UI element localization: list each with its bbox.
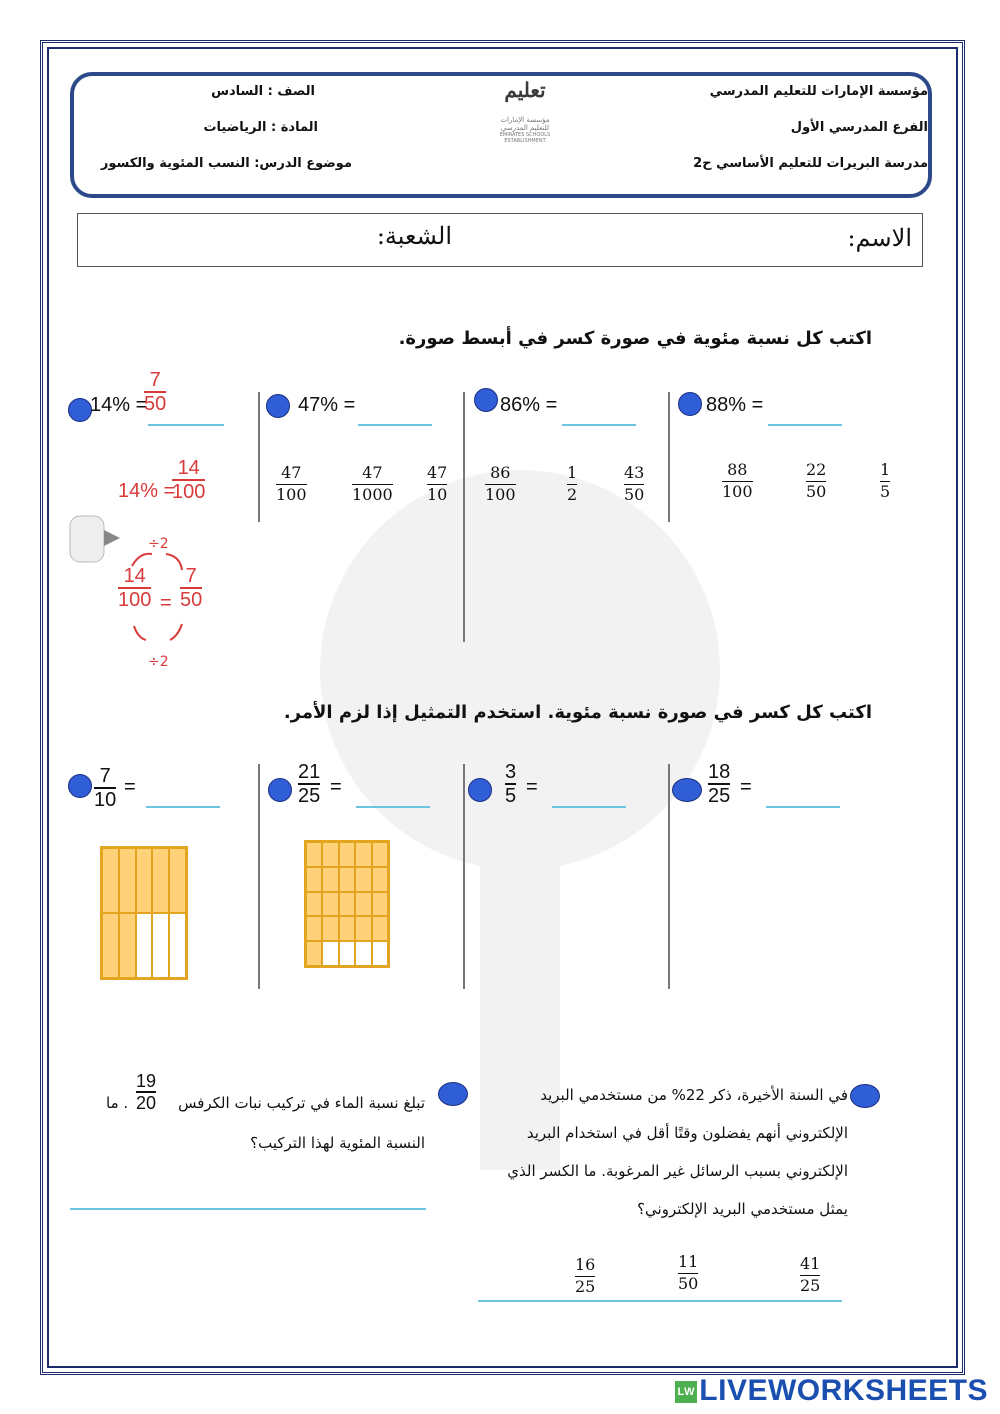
divide-arrows (120, 548, 203, 648)
example-step-den: 100 (172, 481, 206, 503)
divider-3 (668, 392, 670, 522)
logo-text: تعليم (504, 78, 546, 102)
fraction-18-25 (708, 762, 730, 806)
prompt-88: 88% = (706, 394, 764, 416)
answer-line-18-25[interactable] (766, 806, 840, 808)
grid-cell (372, 892, 388, 917)
frac-num: 3 (505, 761, 517, 783)
grid-cell (152, 913, 169, 978)
option-47-1[interactable] (276, 465, 307, 504)
option-den: 5 (880, 481, 891, 501)
frac-num: 21 (298, 761, 321, 783)
education-tree-watermark (300, 420, 740, 1180)
grid-cell (102, 913, 119, 978)
example-step-fraction (172, 458, 205, 502)
example-ans-num: 7 (149, 369, 161, 391)
option-den: 100 (485, 484, 516, 504)
divider-4 (258, 764, 260, 989)
celery-line-2: النسبة المئوية لهذا التركيب؟ (250, 1134, 425, 1152)
grid-cell (169, 913, 186, 978)
email-option-1[interactable] (575, 1257, 595, 1296)
example-ans-den: 50 (144, 393, 167, 415)
grid-cell (339, 916, 355, 941)
answer-line-3-5[interactable] (552, 806, 626, 808)
answer-dot-86[interactable] (474, 388, 498, 412)
option-86-1[interactable] (485, 465, 516, 504)
option-86-2[interactable] (567, 465, 577, 504)
frac-num: 7 (99, 765, 111, 787)
example-answer-fraction (144, 370, 166, 414)
option-num: 47 (281, 463, 302, 482)
celery-line-1: تبلغ نسبة الماء في تركيب نبات الكرفس (178, 1094, 425, 1112)
option-num: 41 (800, 1254, 821, 1273)
example-step-lhs: 14% = (118, 480, 176, 502)
option-den: 2 (567, 484, 578, 504)
answer-dot-21-25[interactable] (268, 778, 292, 802)
option-den: 25 (800, 1275, 821, 1295)
answer-dot-ex1[interactable] (68, 398, 92, 422)
grid-cell (136, 848, 153, 913)
option-num: 86 (490, 463, 511, 482)
answer-dot-7-10[interactable] (68, 774, 92, 798)
option-num: 11 (678, 1252, 699, 1271)
option-88-3[interactable] (880, 462, 890, 501)
lw-badge-icon: LW (675, 1381, 697, 1403)
answer-dot-18-25[interactable] (672, 778, 702, 802)
ministry-logo (490, 78, 560, 178)
grid-cell (102, 848, 119, 913)
grid-cell (306, 916, 322, 941)
option-47-3[interactable] (427, 465, 447, 504)
example-answer-line (148, 424, 224, 426)
grid-cell (339, 842, 355, 867)
grid-cell (339, 867, 355, 892)
option-num: 88 (727, 460, 748, 479)
grid-cell (306, 892, 322, 917)
email-line-3: الإلكتروني بسبب الرسائل غير المرغوبة. ما الكسر الذي (507, 1162, 848, 1180)
grid-cell (119, 848, 136, 913)
option-den: 1000 (352, 484, 393, 504)
answer-line-21-25[interactable] (356, 806, 430, 808)
example-f2-den: 50 (180, 589, 203, 611)
equals-1: = (124, 776, 136, 798)
grid-cell (355, 867, 371, 892)
arrow-icon (68, 508, 128, 568)
area-model-25ths (304, 840, 390, 968)
grade-label: الصف : السادس (211, 84, 315, 99)
logo-sub2: للتعليم المدرسي (500, 124, 550, 132)
equals-4: = (740, 776, 752, 798)
option-den: 50 (678, 1273, 699, 1293)
name-label: الاسم: (847, 224, 912, 252)
email-option-2[interactable] (678, 1254, 698, 1293)
prompt-86: 86% = (500, 394, 558, 416)
example-step-num: 14 (177, 457, 200, 479)
area-model-tenths (100, 846, 188, 980)
branch-name: الفرع المدرسي الأول (790, 120, 928, 135)
celery-fraction (136, 1072, 156, 1112)
option-num: 47 (427, 463, 448, 482)
section2-title: اكتب كل كسر في صورة نسبة مئوية. استخدم التمثيل إذا لزم الأمر. (283, 702, 872, 723)
frac-num: 18 (708, 761, 731, 783)
option-88-2[interactable] (806, 462, 826, 501)
grid-cell (339, 941, 355, 966)
option-num: 16 (575, 1255, 596, 1274)
fraction-21-25 (298, 762, 320, 806)
email-line-4: يمثل مستخدمي البريد الإلكتروني؟ (637, 1200, 848, 1218)
footer-brand: LIVEWORKSHEETS (699, 1374, 988, 1407)
grid-cell (322, 842, 338, 867)
celery-line-end: . ما (106, 1094, 129, 1112)
example-f1-den: 100 (118, 589, 152, 611)
grid-cell (306, 842, 322, 867)
answer-line-88[interactable] (768, 424, 842, 426)
answer-line-86[interactable] (562, 424, 636, 426)
divider-1 (258, 392, 260, 522)
name-section-box (77, 213, 923, 267)
frac-den: 5 (505, 785, 517, 807)
frac-den: 10 (94, 789, 117, 811)
grid-cell (355, 941, 371, 966)
grid-cell (136, 913, 153, 978)
option-47-2[interactable] (352, 465, 393, 504)
school-name: مدرسة البريرات للتعليم الأساسي ح2 (693, 156, 928, 171)
option-den: 50 (624, 484, 645, 504)
option-den: 50 (806, 481, 827, 501)
subject-label: المادة : الرياضيات (203, 120, 318, 135)
grid-cell (355, 842, 371, 867)
grid-cell (339, 892, 355, 917)
logo-sub3: EMIRATES SCHOOLS (499, 132, 551, 138)
option-den: 100 (722, 481, 753, 501)
frac-num: 19 (136, 1071, 157, 1091)
grid-cell (152, 848, 169, 913)
grid-cell (322, 867, 338, 892)
section-label: الشعبة: (376, 222, 452, 250)
option-88-1[interactable] (722, 462, 753, 501)
answer-line-7-10[interactable] (146, 806, 220, 808)
grid-cell (119, 913, 136, 978)
email-line-1: في السنة الأخيرة، ذكر 22% من مستخدمي البريد (540, 1086, 848, 1104)
option-86-3[interactable] (624, 465, 644, 504)
option-num: 1 (880, 460, 891, 479)
lesson-label: موضوع الدرس: النسب المئوية والكسور (100, 156, 352, 171)
grid-cell (355, 892, 371, 917)
logo-sub1: مؤسسة الإمارات (500, 116, 550, 124)
prompt-47: 47% = (298, 394, 356, 416)
grid-cell (169, 848, 186, 913)
example-equals: = (160, 592, 172, 614)
fraction-3-5 (505, 762, 516, 806)
email-answer-line[interactable] (478, 1300, 842, 1302)
celery-answer-line[interactable] (70, 1208, 426, 1210)
grid-cell (322, 892, 338, 917)
grid-cell (306, 941, 322, 966)
grid-cell (372, 867, 388, 892)
equals-2: = (330, 776, 342, 798)
liveworksheets-logo (675, 1374, 988, 1408)
answer-dot-3-5[interactable] (468, 778, 492, 802)
frac-den: 25 (708, 785, 731, 807)
divide-bottom-label: ÷2 (148, 654, 169, 670)
answer-dot-88[interactable] (678, 392, 702, 416)
example-f2-num: 7 (185, 565, 197, 587)
logo-sub4: ESTABLISHMENT (504, 138, 546, 144)
option-num: 47 (362, 463, 383, 482)
grid-cell (372, 842, 388, 867)
option-den: 100 (276, 484, 307, 504)
grid-cell (372, 941, 388, 966)
grid-cell (322, 941, 338, 966)
frac-den: 25 (298, 785, 321, 807)
grid-cell (355, 916, 371, 941)
divide-top-label: ÷2 (148, 536, 169, 552)
email-option-3[interactable] (800, 1256, 820, 1295)
answer-dot-47[interactable] (266, 394, 290, 418)
example-prompt: 14% = (90, 394, 148, 416)
frac-den: 20 (136, 1093, 157, 1113)
answer-dot-celery[interactable] (438, 1082, 468, 1106)
option-num: 1 (567, 463, 578, 482)
divider-2 (463, 392, 465, 642)
fraction-7-10 (94, 766, 116, 810)
grid-cell (306, 867, 322, 892)
email-problem-text (507, 1076, 848, 1228)
option-den: 25 (575, 1276, 596, 1296)
email-line-2: الإلكتروني أنهم يفضلون وقتًا أقل في استخدام البريد (526, 1124, 848, 1142)
example-f1-num: 14 (123, 565, 146, 587)
divider-6 (668, 764, 670, 989)
org-name: مؤسسة الإمارات للتعليم المدرسي (709, 84, 928, 99)
option-num: 43 (624, 463, 645, 482)
grid-cell (372, 916, 388, 941)
option-num: 22 (806, 460, 827, 479)
answer-dot-email[interactable] (850, 1084, 880, 1108)
section1-title: اكتب كل نسبة مئوية في صورة كسر في أبسط صورة. (398, 328, 872, 349)
answer-line-47[interactable] (358, 424, 432, 426)
grid-cell (322, 916, 338, 941)
divider-5 (463, 764, 465, 989)
equals-3: = (526, 776, 538, 798)
option-den: 10 (427, 484, 448, 504)
